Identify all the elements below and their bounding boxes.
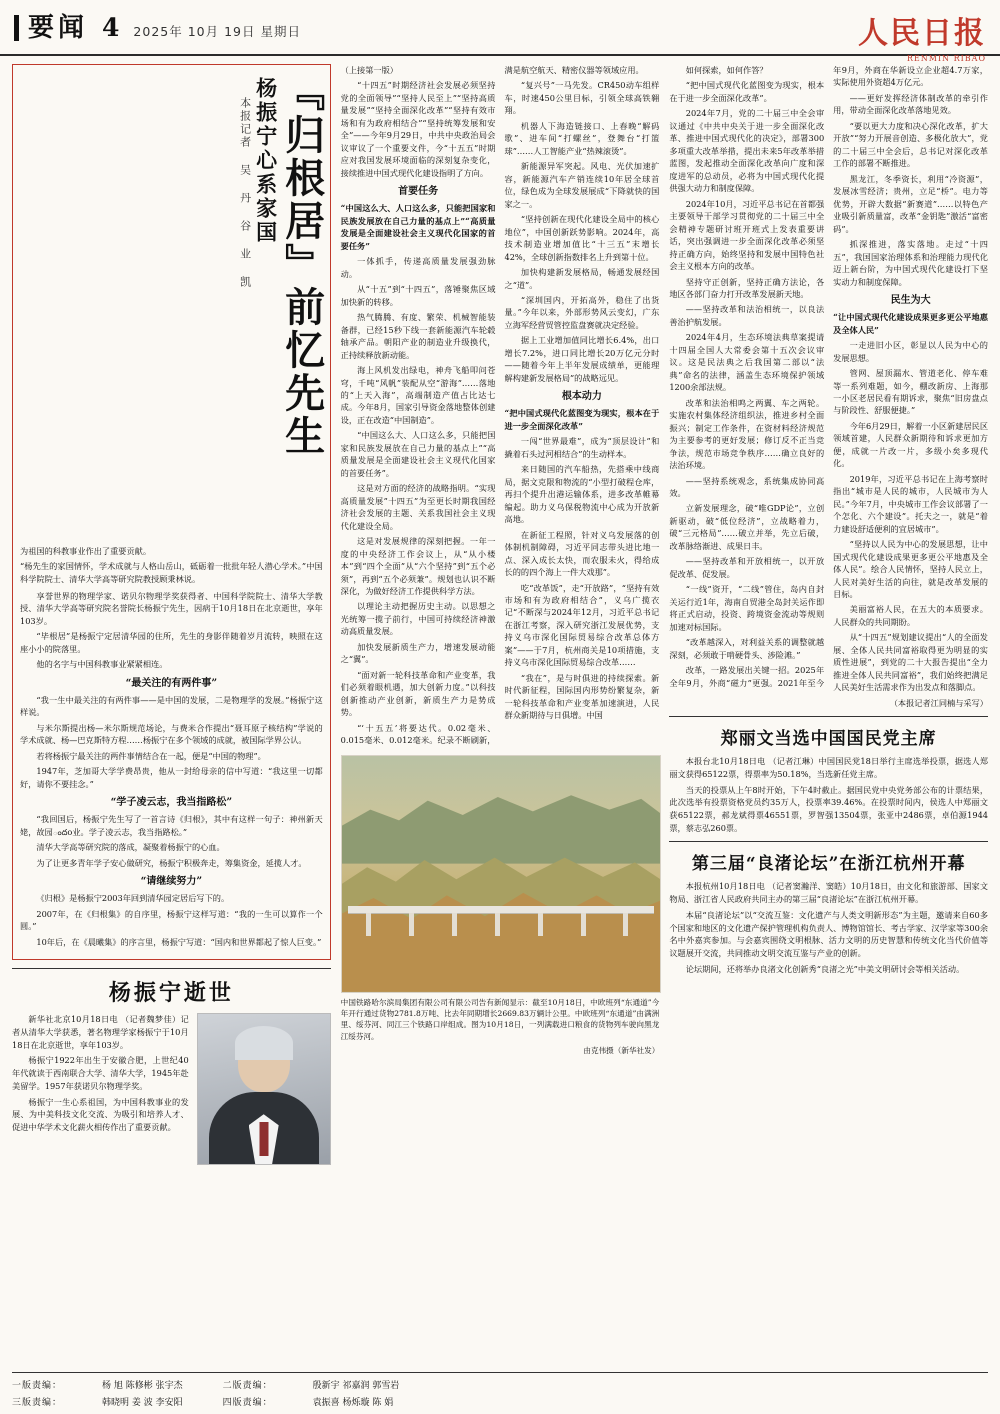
middle-section-lead: “中国这么大、人口这么多，只能把国家和民族发展放在自己力量的基点上”“高质量发展是全面建设社会主义现代化国家的首要任务” bbox=[340, 203, 496, 251]
feature-para: 《归根》是杨振宁2003年回到清华园定居后写下的。 bbox=[36, 893, 230, 904]
news-article-2 bbox=[669, 849, 988, 975]
middle-para: 在新征工程照，针对义乌发展落的创体制机制障碍，习近平同志带头进比地一点、深入成长太快，而农服未火，得给成长的的四个海上一件大戏那”。 bbox=[504, 529, 660, 578]
column-left bbox=[12, 64, 331, 1165]
right-para: 从“十四五”规划建议提出“人的全面发展、全体人民共同富裕取得更为明显的实质性进展”，到党的二十大报告提出“全力推进全体人民共同富裕”，我们始终把满足人民美好生活需求作为出发点和落脚点。 bbox=[833, 632, 988, 693]
middle-para: 加快构建新发展格局，畅通发展经国之“道”。 bbox=[504, 267, 660, 290]
right-para: “要以更大力度和决心深化改革，扩大开放”“努力开展音创造、多极化放大”，党的二十届三中全会后，总书记对深化改革工作的部署不断推进。 bbox=[833, 120, 988, 169]
middle-para: “十四五”时期经济社会发展必须坚持党的全面领导”“坚持人民至上”“坚持高质量发展”“坚持全面深化改革”“坚持有效市场和有为政府相结合”“坚持统筹发展和安全”——今年9月29日，中共中央政治局会议审议了一个重要文件，今“十五五”时期应对我国发展环境面临的深刻复杂变化，接续推进中国式现代化建设指明了方向。 bbox=[340, 80, 496, 178]
photo-credit: 由克伟摄（新华社发） bbox=[583, 1046, 660, 1056]
middle-para: 热气腾腾、有度、繁荣、机械智能装备群，已经15秒下线一套新能源汽车轮毂轴承产品。朝阳产业的制造业升级换代，正持续释放新动能。 bbox=[340, 312, 496, 360]
portrait-tie bbox=[259, 1122, 268, 1156]
viaduct-pier bbox=[495, 913, 500, 936]
section-title: 要闻 bbox=[14, 15, 88, 41]
right-para: 如何探索，如何作答？ bbox=[685, 65, 768, 75]
right-para: 2024年7月，党的二十届三中全会审议通过《中共中央关于进一步全面深化改革、推进中国式现代化的决定》，部署300多项重大改革举措，提出未来5年改革举措蓝图，发起推动全面深化改革向广度和深度进军的总动员，必将为中国式现代化提供强大动力和制度保障。 bbox=[669, 108, 825, 194]
feature-deck-2: “杨先生的家国情怀，学术成就与人格山岳山，砥砺着一批批年轻人潜心学术。”中国科学院院士、清华大学高等研究院教授顾秉林说。 bbox=[20, 561, 323, 584]
viaduct-deck bbox=[348, 906, 654, 913]
footer-row bbox=[12, 1395, 988, 1408]
footer-label-1: 一版责编： bbox=[12, 1381, 63, 1391]
feature-para: “我一生中最关注的有两件事——是中国的发展，二是物理学的发展。”杨振宁这样说。 bbox=[20, 694, 323, 718]
middle-section-title: 根本动力 bbox=[561, 391, 602, 403]
news-2-headline: 第三届“良渚论坛”在浙江杭州开幕 bbox=[691, 854, 966, 875]
feature-para: 若将杨振宁最关注的两件事情结合在一起，便是“中国的物理”。 bbox=[36, 750, 266, 761]
right-para: “改革越深入，对利益关系的调整就越深刻，必须敢于啃硬骨头、涉险滩。” bbox=[669, 637, 825, 660]
feature-para: 1947年，芝加哥大学学费昂贵，他从一封给母亲的信中写道：“我这里一切都好，请你不要挂念。” bbox=[20, 766, 323, 789]
divider bbox=[669, 841, 988, 842]
middle-para: 新能源异军突起。风电、光伏加速扩容，新能源汽车产销连续10年居全球首位，绿色成为全球发展展成“下降就快的国家之一。 bbox=[504, 161, 660, 209]
middle-para: “我在”，是与时俱进的持续探索。新时代新征程，国际国内形势纷繁复杂，新一轮科技革命和产业变革加速演进，人民群众新期待与日俱增。中国 bbox=[504, 672, 660, 721]
viaduct-pier bbox=[538, 913, 543, 936]
middle-para: 吃“改革饭”，走“开放路”，“坚持有效市场和有为政府相结合”，义乌广揽衣记“不断深与2024年12月，习近平总书记在浙江考察，深入研究浙江发展优势，支持义乌市深化国际贸易综合改革总体方案”——于7月，杭州商关是10项措施，支持义乌市深化国际贸易综合改革…… bbox=[504, 582, 660, 668]
masthead bbox=[0, 0, 1000, 63]
middle-para: 从“十五”到“十四五”，落锤聚焦区域加快新的转移。 bbox=[340, 284, 496, 307]
news-article-1 bbox=[669, 724, 988, 834]
right-para: “坚持以人民为中心的发展思想，让中国式现代化建设成果更多更公平地惠及全体人民”。绘合人民情怀，坚持人民立上，人民对美好生活的向往，就是改革发展的目标。 bbox=[833, 539, 988, 599]
middle-para: “面对新一轮科技革命和产业变革，我们必须着眼机遇，加大创新力度。”以科技创新推动产业创新，新质生产力是势成势。 bbox=[340, 669, 496, 718]
obituary-title: 杨振宁逝世 bbox=[108, 980, 234, 1007]
middle-para: 加快发展新质生产力，增速发展动能之“翼”。 bbox=[340, 641, 496, 665]
page-body bbox=[0, 56, 1000, 1165]
footer-names-2: 殷新宇 祁嘉润 郭雪岩 bbox=[312, 1381, 400, 1391]
news-1-headline: 郑丽文当选中国国民党主席 bbox=[720, 729, 937, 750]
feature-para: 享誉世界的物理学家、诺贝尔物理学奖获得者、中国科学院院士、清华大学教授、清华大学高等研究院名誉院长杨振宁先生，因病于10月18日在北京逝世，享年103岁。 bbox=[20, 590, 323, 626]
feature-para: 10年后，在《晨曦集》的序言里，杨振宁写道：“国内和世界都起了惊人巨变。” bbox=[36, 936, 322, 947]
feature-body bbox=[20, 590, 323, 951]
feature-headline-block bbox=[20, 71, 326, 541]
right-para: 2024年10月，习近平总书记在首都强主要领导干部学习贯彻党的二十届三中全会精神专题研讨班开班式上发表重要讲话，突出强调进一步全面深化改革必须坚持正确方向，始终坚持和发展中国特色社会主义根本方向的改革。 bbox=[669, 198, 825, 272]
middle-para: 据上工业增加值同比增长6.4%，出口增长7.2%，进口同比增长20万亿元分时——随着今年上半年发展成绩单，更能理解构建新发展格局”的战略远见。 bbox=[504, 335, 660, 383]
right-para: 黑龙江，冬季资长，利用“冷资源”，发展冰雪经济；贵州，立足“桥”。电力等优势，开辟大数据“新赛道”……以特色产业吸引新质量富，改革“金钥匙”激活“富密码”。 bbox=[833, 173, 988, 234]
landscape-photo bbox=[341, 755, 662, 993]
news-1-body bbox=[669, 755, 988, 834]
footer-label-3: 三版责编： bbox=[12, 1398, 63, 1408]
middle-para: 以理论主动把握历史主动。以思想之光统筹一揽子前行，中国可持续经济神激动高质量发展。 bbox=[340, 601, 496, 637]
footer-names-3: 韩晓明 姜 波 李安阳 bbox=[102, 1398, 183, 1408]
right-para: 一走进旧小区，彰显以人民为中心的发展思想。 bbox=[833, 340, 988, 363]
feature-byline: 本报记者 吴 丹 谷 业 凯 bbox=[238, 97, 252, 289]
page-number: 4 bbox=[102, 12, 120, 42]
continue-note: （上接第一版） bbox=[340, 65, 398, 75]
middle-para: 来日随国的汽车船热，先搭乘中线商局，据文克限和物流的“小型打破程仓库，再扫个提升出港运输体系，进多改革帷幕编起。助力义乌保税物流中心成为开放新高地。 bbox=[504, 464, 660, 525]
right-para: 管网、屋顶漏水、管道老化、停车难等一系列难题，如今，棚改新房、上海那一小区老居民看有期诉求，聚焦“旧房盘点与阶段性、舒服便捷。” bbox=[833, 368, 988, 416]
obituary-article bbox=[12, 968, 331, 1165]
divider bbox=[669, 716, 988, 717]
obituary-para: 杨振宁1922年出生于安徽合肥，上世纪40年代就读于西南联合大学、清华大学，1945年赴美留学。1957年获诺贝尔物理学奖。 bbox=[12, 1055, 189, 1091]
right-para: ——更好发挥经济体制改革的牵引作用，带动全面深化改革落地见效。 bbox=[833, 92, 988, 116]
footer-names-1: 杨 旭 陈修彬 张宇杰 bbox=[102, 1381, 183, 1391]
news-para: 论坛期间，还将举办良渚文化创新秀“良渚之光”中美文明研讨会等相关活动。 bbox=[685, 963, 965, 974]
feature-para: 清华大学高等研究院的落成，凝聚着杨振宁的心血。 bbox=[36, 842, 225, 853]
divider bbox=[12, 968, 331, 969]
obituary-body bbox=[12, 1013, 331, 1165]
portrait-hair bbox=[235, 1026, 293, 1060]
middle-para: “‘十五五’将要达代。0.02毫米、0.015毫米、0.012毫米。纪录不断刷新，满是航空航天、精密仪器等领域应用。 bbox=[340, 65, 644, 746]
right-byline: （本报记者江同楠与采写） bbox=[889, 697, 988, 708]
middle-section-lead: “把中国式现代化蓝图变为现实，根本在于进一步全面深化改革” bbox=[504, 408, 660, 431]
feature-section-title: “学子凌云志，我当指路松” bbox=[110, 797, 233, 809]
middle-body bbox=[341, 64, 660, 747]
footer-credits bbox=[12, 1372, 988, 1408]
right-para: “一线”资开，“二线”管住，岛内自封关运行近1年，海南自贸港全岛封关运作即将正式启动，投资、跨境资金流动等规则加速对标国际。 bbox=[669, 584, 825, 632]
right-body bbox=[669, 64, 988, 709]
middle-para: 机器人下海造链接口、上春晚“解码歌”、进车间“打螺丝”，登舞台“打篮球”……人工智能产业“热辣滚烫”。 bbox=[504, 120, 660, 156]
middle-para: “深圳国内，开拓高外，稳住了出货量。”今年以来，外部形势风云变幻，广东立海军经营贸管控监盘赛就决定经验。 bbox=[504, 294, 660, 330]
right-section-lead: “让中国式现代化建设成果更多更公平地惠及全体人民” bbox=[833, 312, 988, 335]
feature-para: “我回国后，杨振宁先生写了一首言诗《归根》，其中有这样一句子：神州新天姥，故园ందo业。学子凌云志，我当指路松。” bbox=[20, 814, 323, 837]
viaduct-pier bbox=[452, 913, 457, 936]
right-para: 今年6月29日，解着一小区新建居民区领域首建，人民群众新期待和诉求更加方便，成就一片改一片，多级小矣多现代化。 bbox=[833, 420, 989, 469]
right-section-title: 民生为大 bbox=[890, 294, 931, 306]
viaduct-pier bbox=[409, 913, 414, 936]
footer-label-4: 四版责编： bbox=[222, 1398, 273, 1408]
right-para: 2024年4月，生态环境法典草案提请十四届全国人大常委会第十五次会议审议。这是民法典之后我国第二部以“法典”命名的法律，涵盖生态环境保护领域1200余部法规。 bbox=[669, 332, 825, 393]
feature-para: 他的名字与中国科教事业紧紧相连。 bbox=[36, 659, 168, 670]
middle-para: 这是对发展规律的深刻把握。一年一度的中央经济工作会议上，从“从小楼本”到“四个全面”从“六个坚持”到“五个必须”，再到“五个必须兼”。规划也认识不断深化，为做好经济工作提供科学方法。 bbox=[340, 536, 496, 596]
middle-para: “中国这么大、人口这么多，只能把国家和民族发展放在自己力量的基点上”“高质量发展是全面建设社会主义现代化国家的首要任务”。 bbox=[340, 430, 496, 478]
news-para: 本届“良渚论坛”以“交流互鉴：文化遗产与人类文明新形态”为主题，邀请来自60多个国家和地区的文化遗产保护管理机构负责人、博物馆馆长、考古学家、汉学家等300余名中外嘉宾参加。与会嘉宾围绕文明根脉、活力文明的历史智慧和传统文化当代价值等议题展开交流，共同推动文明交流互鉴与产业的创新。 bbox=[669, 909, 989, 958]
photo-caption: 中国铁路哈尔滨局集团有限公司有限公司告有新闻显示：截至10月18日，中欧班列“东通道”今年开行通过货物2781.8万吨、比去年同期增长2669.83万辆计公里。中欧班列“东通道”由满洲里、绥芬河、同江三个铁路口岸组成。图为10月18日，一列满载进口粮食的货物列车驶向黑龙江绥芬河。 bbox=[340, 997, 660, 1041]
right-para: ——坚持改革和法治相统一，以良法善治护航发展。 bbox=[669, 304, 825, 327]
middle-para: “坚持创新在现代化建设全局中的核心地位”，中国创新跃势影响。2024年，高技术制造业增加值比“十三五”末增长42%，全球创新指数排名上升到第十位。 bbox=[504, 214, 660, 262]
feature-article bbox=[12, 64, 331, 960]
obituary-para: 杨振宁一生心系祖国，为中国科教事业的发展、为中美科技文化交流、为吸引和培养人才、促进中华学术文化薪火相传作出了重要贡献。 bbox=[12, 1096, 189, 1132]
column-middle bbox=[341, 64, 660, 1165]
news-para: 本报杭州10月18日电 （记者窦瀚洋、窦皓）10月18日，由文化和旅游部、国家文物局、浙江省人民政府共同主办的第三届“良渚论坛”在浙江杭州开幕。 bbox=[669, 881, 989, 905]
obituary-text bbox=[12, 1013, 189, 1165]
paper-name-pinyin: RENMIN RIBAO bbox=[906, 54, 986, 63]
obituary-para: 新华社北京10月18日电 （记者魏梦佳）记者从清华大学获悉，著名物理学家杨振宁于10月18日在北京逝世，享年103岁。 bbox=[12, 1014, 189, 1050]
footer-names-4: 袁振喜 杨烁璇 陈 娟 bbox=[312, 1398, 394, 1408]
feature-deck: 为祖国的科教事业作出了重要贡献。 bbox=[20, 546, 152, 556]
feature-para: 与米尔斯提出杨—米尔斯规范场论，与费米合作提出“聂耳原子核结构”学说的学术成就、杨—巴克斯特方程……杨振宁在多个领域的成就，被国际学界公认。 bbox=[20, 722, 323, 746]
news-para: 本报台北10月18日电 （记者江琳）中国国民党18日举行主席选举投票，据选人郑丽文获得65122票，得票率为50.18%，当选新任党主席。 bbox=[669, 756, 989, 779]
right-para: 改革，一路发展出关键一招。2025年全年9月，外商“磁力”更强。2021年至今年9月，外商在华新设立企业超4.7万家，实际使用外资超4万亿元。 bbox=[669, 65, 988, 688]
right-para: ——坚持系统观念，系统集成协同高效。 bbox=[669, 475, 825, 498]
column-right bbox=[669, 64, 988, 1165]
right-para: “把中国式现代化蓝图变为现实，根本在于进一步全面深化改革”。 bbox=[669, 80, 825, 103]
feature-section-title: “最关注的有两件事” bbox=[125, 677, 218, 689]
right-para: ——坚持改革和开放相统一，以开放促改革、促发展。 bbox=[669, 556, 825, 579]
viaduct-pier bbox=[623, 913, 628, 936]
right-para: 抓深推进，落实落地。走过“十四五”，我国国家治理体系和治理能力现代化迈上新台阶，为中国式现代化建设打下坚实动力和制度保障。 bbox=[833, 239, 988, 287]
portrait-photo bbox=[197, 1013, 331, 1165]
feature-para: 2007年，在《归根集》的自序里，杨振宁这样写道：“我的一生可以算作一个圆。” bbox=[20, 908, 323, 932]
paper-logo bbox=[858, 8, 986, 63]
publication-date: 2025年 10月 19日 星期日 bbox=[133, 23, 301, 39]
news-para: 当天的投票从上午8时开始，下午4时截止。据国民党中央党务部公布的计票结果，此次选举有投票资格党员约35万人，投票率39.46%。在投票时间内，侯选人中郑丽文获65122票，郝龙斌得票46551票，罗智强13504票，张亚中2486票，卓伯源1944票，蔡志弘260票。 bbox=[669, 784, 989, 833]
right-para: 美丽富裕人民，在五大的本质要求。人民群众的共同期盼。 bbox=[833, 604, 988, 627]
right-para: 改革和法治相鸣之两翼、车之两轮。实施农村集体经济组织法，推进乡村全面振兴；制定工作条件，在资材料经济规范为主要参考的更好发展；修订反不正当竞争法，规范市场竞争秩序……确立良好的法治环境。 bbox=[669, 397, 825, 471]
news-2-body bbox=[669, 880, 988, 975]
right-para: 2019年，习近平总书记在上海考察时指出“城市是人民的城市，人民城市为人民。”今年7月，中央城市工作会议部署了一个怎化、六个建设”。托夫之一，就是“着力建设舒适便利的宜居城市”。 bbox=[833, 473, 988, 534]
paper-name: 人民日报 bbox=[858, 16, 986, 51]
feature-para: “毕根居”是杨振宁定居清华园的住所，先生的身影伴随着岁月流转，映照在这座小小的院落里。 bbox=[20, 631, 323, 654]
middle-para: 一体抓手，传递高质量发展强劲脉动。 bbox=[340, 256, 496, 279]
middle-para: “复兴号”一马先发。CR450动车组样车，时速450公里目标，引领全球高铁翱翔。 bbox=[504, 80, 660, 116]
feature-section-title: “请继续努力” bbox=[140, 876, 203, 888]
middle-para: 这是对方面的经济的战略指明。“实现高质量发展”十四五”为至更长时期我国经济社会发展的主题、关系我国社会主义现代化建设全局。 bbox=[340, 483, 496, 531]
right-para: 立新发展理念，破“唯GDP论”，立创新驱动，破“低位经济”，立战略着力，破“三元格局”……破立并举，先立后破，改革脉络渐进、成果日丰。 bbox=[669, 503, 825, 551]
footer-label-2: 二版责编： bbox=[222, 1381, 273, 1391]
middle-para: 一闯“世界最难”，成为“顶层设计”和撬着石头过河相结合”的生动样本。 bbox=[504, 436, 660, 459]
viaduct-pier bbox=[366, 913, 371, 936]
viaduct-pier bbox=[581, 913, 586, 936]
feature-headline: 『归根居』前忆先生 bbox=[278, 71, 326, 458]
photo-block bbox=[341, 755, 660, 1057]
photo-viaduct bbox=[348, 906, 654, 936]
right-para: 坚持守正创新，坚持正确方法论，各地区各部门奋力打开改革发展新天地。 bbox=[669, 276, 825, 299]
footer-row bbox=[12, 1378, 988, 1391]
feature-kicker: 杨振宁心系家国 bbox=[253, 77, 279, 245]
feature-para: 为了让更多青年学子安心做研究，杨振宁积极奔走，筹集资金，延揽人才。 bbox=[36, 857, 307, 868]
masthead-left bbox=[14, 13, 301, 42]
middle-section-title: 首要任务 bbox=[398, 186, 439, 198]
middle-para: 海上风机发出绿电，神舟飞船叩问苍穹，千吨“风帆”装配从空“游海”……落地的“上天入海”，高端制造产值占比达七成。今年8月，国家引导资金落地整体创建设，正在改造“中国制造”。 bbox=[340, 365, 496, 425]
